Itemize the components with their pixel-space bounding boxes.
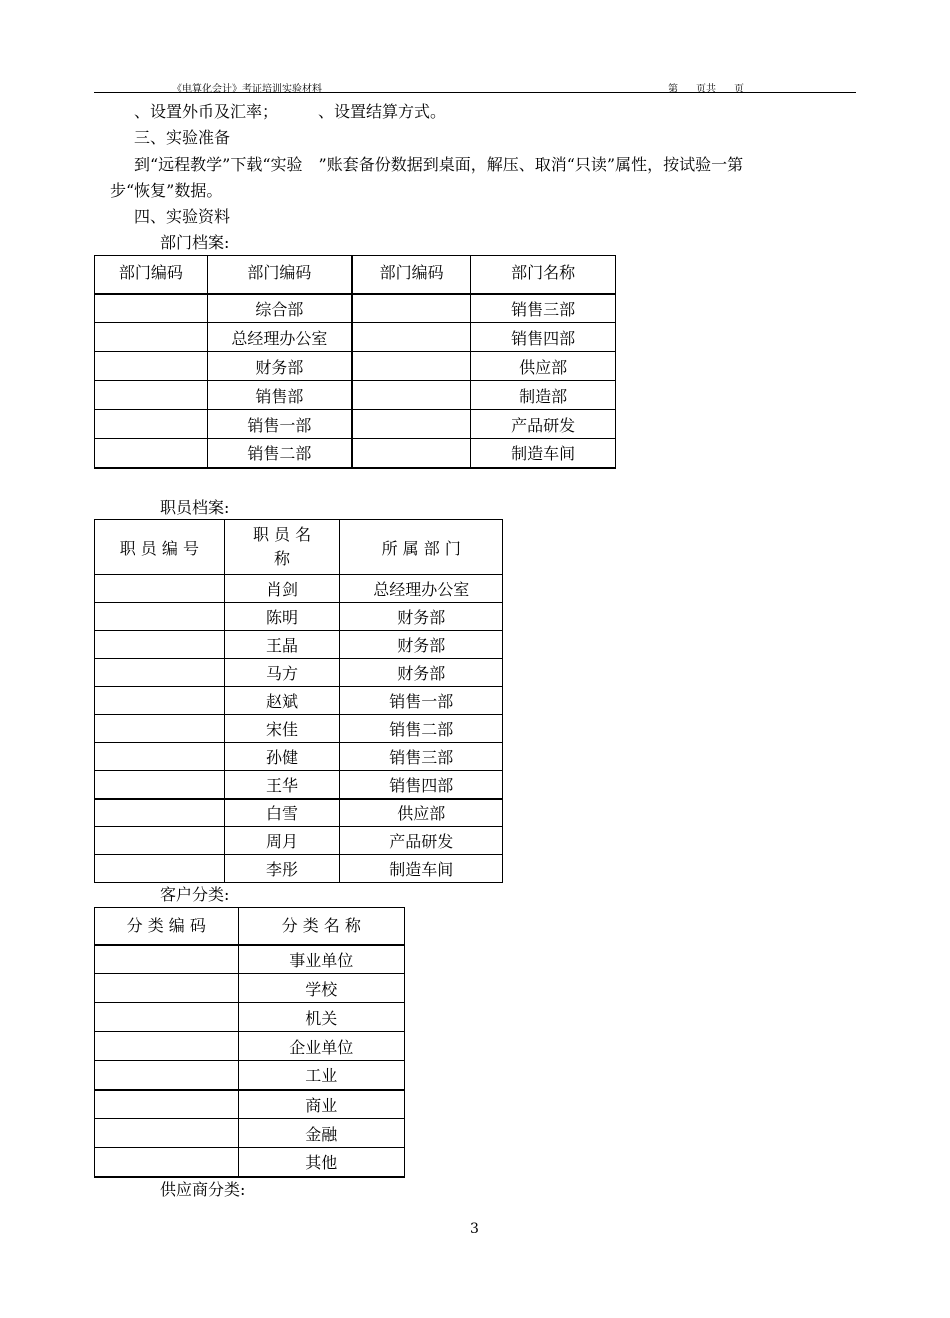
table-cell: 财务部	[340, 631, 503, 659]
header-title: 《电算化会计》考证培训实验材料	[172, 84, 322, 95]
table-cell: 销售四部	[340, 771, 503, 799]
table-cell	[95, 1090, 239, 1119]
header-page-label-1: 第	[668, 84, 678, 95]
dept-title: 部门档案:	[160, 233, 230, 252]
table-cell	[95, 1061, 239, 1090]
table-cell: 制造部	[471, 381, 616, 410]
table-cell	[95, 855, 225, 883]
table-cell: 销售部	[207, 381, 352, 410]
table-cell: 产品研发	[340, 827, 503, 855]
table-cell	[95, 974, 239, 1003]
table-cell: 制造车间	[471, 439, 616, 468]
table-cell: 综合部	[207, 294, 352, 323]
page-number: 3	[470, 1221, 479, 1237]
staff-header-row	[95, 520, 503, 575]
header-page-label-2: 页共	[696, 84, 716, 95]
table-cell: 供应部	[471, 352, 616, 381]
table-row	[95, 1003, 405, 1032]
table-cell	[95, 1003, 239, 1032]
table-cell	[95, 659, 225, 687]
table-cell	[95, 827, 225, 855]
customer-title: 客户分类:	[160, 885, 230, 904]
customer-header-row	[95, 908, 405, 945]
section3-text-a: 到“远程教学”下载“实验 ”账套备份数据到桌面，解压、取消“只读”属性，按试验一第	[134, 155, 744, 174]
table-row	[95, 799, 503, 827]
table-cell	[352, 294, 471, 323]
table-row	[95, 575, 503, 603]
table-cell	[95, 603, 225, 631]
table-row	[95, 631, 503, 659]
table-row	[95, 381, 616, 410]
table-row	[95, 827, 503, 855]
staff-table	[94, 519, 503, 883]
customer-table	[94, 907, 405, 1178]
table-cell: 机关	[238, 1003, 404, 1032]
table-row	[95, 743, 503, 771]
table-row	[95, 1119, 405, 1148]
table-cell: 周月	[224, 827, 340, 855]
dept-table	[94, 255, 616, 469]
table-row	[95, 603, 503, 631]
staff-header-cell: 职 员 名 称	[224, 520, 340, 575]
table-cell	[95, 575, 225, 603]
table-row	[95, 945, 405, 974]
customer-header-cell: 分 类 名 称	[238, 908, 404, 945]
table-cell	[95, 743, 225, 771]
table-cell: 企业单位	[238, 1032, 404, 1061]
table-cell	[95, 799, 225, 827]
table-cell	[95, 410, 208, 439]
dept-header-cell: 部门编码	[207, 256, 352, 294]
table-cell: 马方	[224, 659, 340, 687]
table-cell: 肖剑	[224, 575, 340, 603]
supplier-title: 供应商分类:	[160, 1180, 246, 1199]
staff-title: 职员档案:	[160, 498, 230, 517]
table-cell: 赵斌	[224, 687, 340, 715]
table-cell	[95, 715, 225, 743]
table-cell: 工业	[238, 1061, 404, 1090]
table-row	[95, 294, 616, 323]
table-cell: 产品研发	[471, 410, 616, 439]
dept-header-cell: 部门编码	[95, 256, 208, 294]
table-cell: 陈明	[224, 603, 340, 631]
table-cell: 供应部	[340, 799, 503, 827]
table-row	[95, 323, 616, 352]
table-cell	[352, 439, 471, 468]
table-row	[95, 352, 616, 381]
table-cell: 销售二部	[207, 439, 352, 468]
table-cell	[95, 687, 225, 715]
table-cell	[95, 631, 225, 659]
table-cell: 制造车间	[340, 855, 503, 883]
table-cell	[95, 771, 225, 799]
table-cell	[95, 439, 208, 468]
table-cell	[95, 294, 208, 323]
section3-text-b: 步“恢复”数据。	[110, 181, 223, 200]
table-cell: 销售三部	[471, 294, 616, 323]
table-cell: 学校	[238, 974, 404, 1003]
customer-header-cell: 分 类 编 码	[95, 908, 239, 945]
table-row	[95, 1090, 405, 1119]
staff-header-cell: 职 员 编 号	[95, 520, 225, 575]
table-cell: 财务部	[207, 352, 352, 381]
table-cell: 销售四部	[471, 323, 616, 352]
table-cell	[95, 945, 239, 974]
table-row	[95, 855, 503, 883]
table-row	[95, 1061, 405, 1090]
table-cell: 财务部	[340, 603, 503, 631]
table-cell: 销售三部	[340, 743, 503, 771]
table-row	[95, 1148, 405, 1177]
table-cell: 王华	[224, 771, 340, 799]
table-cell: 财务部	[340, 659, 503, 687]
table-cell: 商业	[238, 1090, 404, 1119]
table-cell	[352, 352, 471, 381]
table-row	[95, 410, 616, 439]
table-cell: 总经理办公室	[207, 323, 352, 352]
table-row	[95, 439, 616, 468]
table-row	[95, 771, 503, 799]
table-cell: 事业单位	[238, 945, 404, 974]
table-cell: 销售一部	[340, 687, 503, 715]
table-cell	[95, 1032, 239, 1061]
dept-header-cell: 部门名称	[471, 256, 616, 294]
staff-header-cell: 所 属 部 门	[340, 520, 503, 575]
table-cell	[95, 1119, 239, 1148]
dept-header-row	[95, 256, 616, 294]
table-cell	[352, 410, 471, 439]
header-rule	[94, 92, 856, 93]
table-cell: 其他	[238, 1148, 404, 1177]
table-cell: 金融	[238, 1119, 404, 1148]
table-cell: 总经理办公室	[340, 575, 503, 603]
table-cell: 白雪	[224, 799, 340, 827]
section4-heading: 四、实验资料	[134, 207, 231, 226]
table-cell: 王晶	[224, 631, 340, 659]
table-cell	[95, 323, 208, 352]
table-cell	[352, 381, 471, 410]
table-cell: 宋佳	[224, 715, 340, 743]
table-cell: 销售一部	[207, 410, 352, 439]
table-cell	[95, 352, 208, 381]
table-cell	[95, 381, 208, 410]
table-row	[95, 659, 503, 687]
table-cell: 孙健	[224, 743, 340, 771]
table-cell: 李彤	[224, 855, 340, 883]
table-row	[95, 1032, 405, 1061]
section3-heading: 三、实验准备	[134, 128, 231, 147]
setup-line: 、设置外币及汇率； 、设置结算方式。	[134, 102, 447, 121]
table-row	[95, 715, 503, 743]
header-page-label-3: 页	[734, 84, 744, 95]
table-row	[95, 687, 503, 715]
table-cell: 销售二部	[340, 715, 503, 743]
table-cell	[95, 1148, 239, 1177]
table-row	[95, 974, 405, 1003]
table-cell	[352, 323, 471, 352]
dept-header-cell: 部门编码	[352, 256, 471, 294]
